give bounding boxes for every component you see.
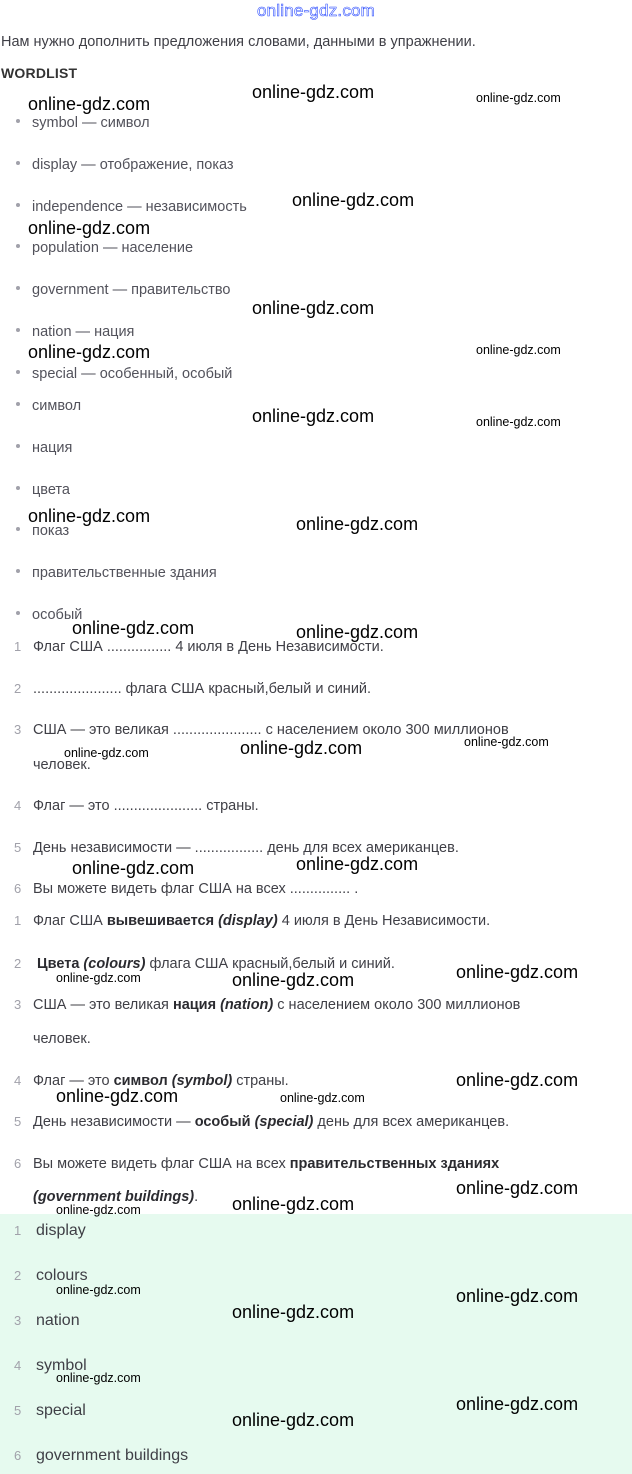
watermark: online-gdz.com xyxy=(240,738,363,758)
list-item: display — отображение, показ xyxy=(16,157,234,173)
bullet-icon xyxy=(16,161,20,165)
list-item: independence — независимость xyxy=(16,199,247,215)
watermark: online-gdz.com xyxy=(28,342,151,362)
list-item: special — особенный, особый xyxy=(16,366,232,382)
answer-item: 1 display xyxy=(14,1222,86,1239)
filled-sentence: 6 Вы можете видеть флаг США на всех правительственных зданиях xyxy=(14,1156,500,1172)
wordlist-title: WORDLIST xyxy=(1,65,78,81)
list-item: правительственные здания xyxy=(16,565,217,581)
watermark: online-gdz.com xyxy=(456,1070,579,1090)
question-item: 4 Флаг — это ...................... страны. xyxy=(14,798,259,814)
site-header[interactable]: online-gdz.com xyxy=(256,1,376,20)
answer-item: 6 government buildings xyxy=(14,1447,189,1464)
bullet-icon xyxy=(16,203,20,207)
bullet-icon xyxy=(16,527,20,531)
question-continuation: человек. xyxy=(33,757,91,773)
watermark: online-gdz.com xyxy=(28,218,151,238)
question-item: 5 День независимости — ................. день для всех американцев. xyxy=(14,840,459,856)
watermark: online-gdz.com xyxy=(456,1178,579,1198)
watermark: online-gdz.com xyxy=(252,406,375,426)
list-item: nation — нация xyxy=(16,324,134,340)
bullet-icon xyxy=(16,569,20,573)
list-item: символ xyxy=(16,398,81,414)
watermark: online-gdz.com xyxy=(464,735,549,749)
list-item: цвета xyxy=(16,482,70,498)
watermark: online-gdz.com xyxy=(56,1203,141,1217)
filled-sentence: 1 Флаг США вывешивается (display) 4 июля в День Независимости. xyxy=(14,913,491,929)
bullet-icon xyxy=(16,328,20,332)
bullet-icon xyxy=(16,286,20,290)
list-item: government — правительство xyxy=(16,282,230,298)
question-item: 6 Вы можете видеть флаг США на всех ............... . xyxy=(14,881,359,897)
answers-panel xyxy=(0,1214,632,1474)
watermark: online-gdz.com xyxy=(28,94,151,114)
bullet-icon xyxy=(16,402,20,406)
intro-text: Нам нужно дополнить предложения словами, данными в упражнении. xyxy=(1,34,476,50)
watermark: online-gdz.com xyxy=(56,1371,141,1385)
watermark: online-gdz.com xyxy=(232,1194,355,1214)
list-item: нация xyxy=(16,440,72,456)
question-item: 1 Флаг США ................ 4 июля в День Независимости. xyxy=(14,639,384,655)
bullet-icon xyxy=(16,444,20,448)
watermark: online-gdz.com xyxy=(476,415,561,429)
answer-item: 4 symbol xyxy=(14,1357,87,1374)
filled-sentence: 5 День независимости — особый (special) день для всех американцев. xyxy=(14,1114,510,1130)
list-item: особый xyxy=(16,607,82,623)
watermark: online-gdz.com xyxy=(56,971,141,985)
watermark: online-gdz.com xyxy=(476,343,561,357)
bullet-icon xyxy=(16,119,20,123)
filled-continuation: (government buildings). xyxy=(33,1189,199,1205)
watermark: online-gdz.com xyxy=(64,746,149,760)
filled-sentence: 3 США — это великая нация (nation) с населением около 300 миллионов xyxy=(14,997,521,1013)
watermark: online-gdz.com xyxy=(456,1286,579,1306)
watermark: online-gdz.com xyxy=(296,854,419,874)
list-item: показ xyxy=(16,523,69,539)
watermark: online-gdz.com xyxy=(72,858,195,878)
answer-item: 3 nation xyxy=(14,1312,80,1329)
watermark: online-gdz.com xyxy=(56,1086,179,1106)
watermark: online-gdz.com xyxy=(232,1302,355,1322)
watermark: online-gdz.com xyxy=(252,298,375,318)
watermark: online-gdz.com xyxy=(232,970,355,990)
list-item: population — население xyxy=(16,240,193,256)
bullet-icon xyxy=(16,370,20,374)
list-item: symbol — символ xyxy=(16,115,150,131)
watermark: online-gdz.com xyxy=(280,1091,365,1105)
watermark: online-gdz.com xyxy=(456,1394,579,1414)
bullet-icon xyxy=(16,244,20,248)
watermark: online-gdz.com xyxy=(296,514,419,534)
watermark: online-gdz.com xyxy=(28,506,151,526)
watermark: online-gdz.com xyxy=(456,962,579,982)
watermark: online-gdz.com xyxy=(56,1283,141,1297)
watermark: online-gdz.com xyxy=(292,190,415,210)
filled-continuation: человек. xyxy=(33,1031,91,1047)
answer-item: 5 special xyxy=(14,1402,86,1419)
watermark: online-gdz.com xyxy=(476,91,561,105)
watermark: online-gdz.com xyxy=(72,618,195,638)
watermark: online-gdz.com xyxy=(232,1410,355,1430)
bullet-icon xyxy=(16,486,20,490)
watermark: online-gdz.com xyxy=(252,82,375,102)
question-item: 3 США — это великая ...................... с населением около 300 миллионов xyxy=(14,722,509,738)
watermark: online-gdz.com xyxy=(296,622,419,642)
filled-sentence: 2 Цвета (colours) флага США красный,белый и синий. xyxy=(14,956,395,972)
answer-item: 2 colours xyxy=(14,1267,88,1284)
filled-sentence: 4 Флаг — это символ (symbol) страны. xyxy=(14,1073,289,1089)
bullet-icon xyxy=(16,611,20,615)
question-item: 2 ...................... флага США красный,белый и синий. xyxy=(14,681,372,697)
